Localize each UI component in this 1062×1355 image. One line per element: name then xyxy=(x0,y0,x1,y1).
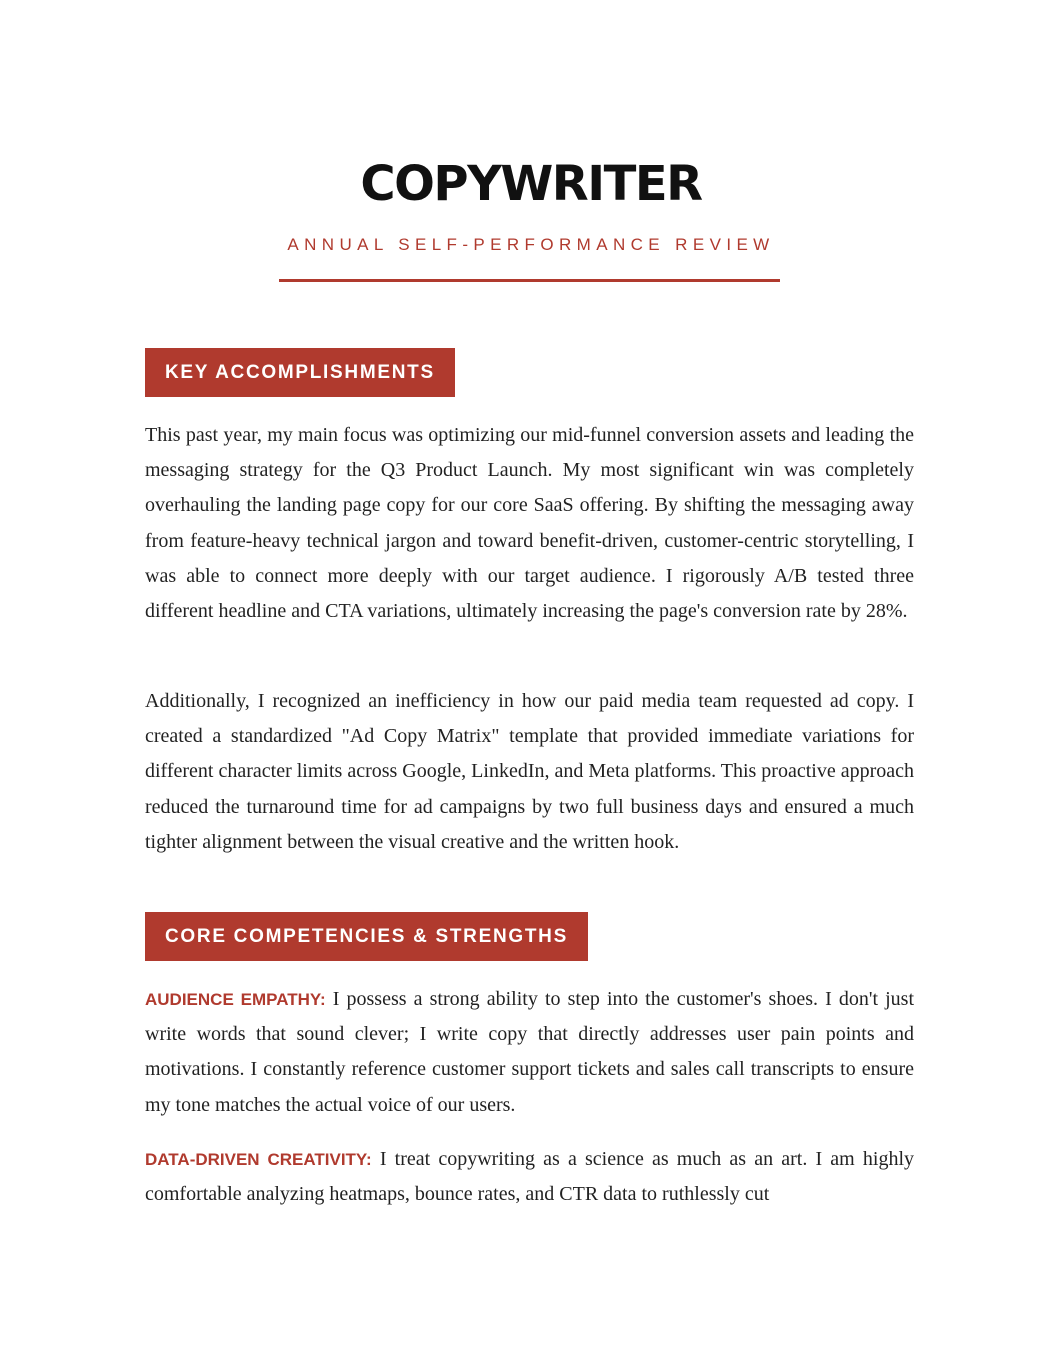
accomplishments-paragraph-1 xyxy=(145,418,914,629)
paragraph-text: I possess a strong ability to step into the customer's shoes. I don't just write words that sound clever; I write copy that directly addresses user pain points and motivations. I constantly reference customer support tickets and sales call transcripts to ensure my tone matches the actual voice of our users. xyxy=(145,988,915,1116)
competency-lead-label: DATA-DRIVEN CREATIVITY: xyxy=(145,1150,372,1169)
title-divider xyxy=(279,279,780,282)
competency-audience-empathy xyxy=(145,982,914,1123)
section-heading-key-accomplishments: KEY ACCOMPLISHMENTS xyxy=(145,348,455,397)
paragraph-text: This past year, my main focus was optimizing our mid-funnel conversion assets and leading the messaging strategy for the Q3 Product Launch. My most significant win was completely overhauling the landing page copy for our core SaaS offering. By shifting the messaging away from feature-heavy technical jargon and toward benefit-driven, customer-centric storytelling, I was able to connect more deeply with our target audience. I rigorously A/B tested three different headline and CTA variations, ultimately increasing the page's conversion rate by 28%. xyxy=(145,424,914,623)
document-title: COPYWRITER xyxy=(360,156,702,212)
section-heading-core-competencies: CORE COMPETENCIES & STRENGTHS xyxy=(145,912,588,961)
document-subtitle: ANNUAL SELF-PERFORMANCE REVIEW xyxy=(287,235,775,254)
paragraph-text: Additionally, I recognized an inefficiency in how our paid media team requested ad copy. I created a standardized "Ad Copy Matrix" template that provided immediate variations for different character limits across Google, LinkedIn, and Meta platforms. This proactive approach reduced the turnaround time for ad campaigns by two full business days and ensured a much tighter alignment between the visual creative and the written hook. xyxy=(145,690,914,853)
competency-lead-label: AUDIENCE EMPATHY: xyxy=(145,990,326,1009)
paragraph-text: I treat copywriting as a science as much as an art. I am highly comfortable analyzing heatmaps, bounce rates, and CTR data to ruthlessly cut xyxy=(145,1148,915,1206)
accomplishments-paragraph-2 xyxy=(145,684,914,860)
competency-data-driven-creativity xyxy=(145,1142,914,1212)
